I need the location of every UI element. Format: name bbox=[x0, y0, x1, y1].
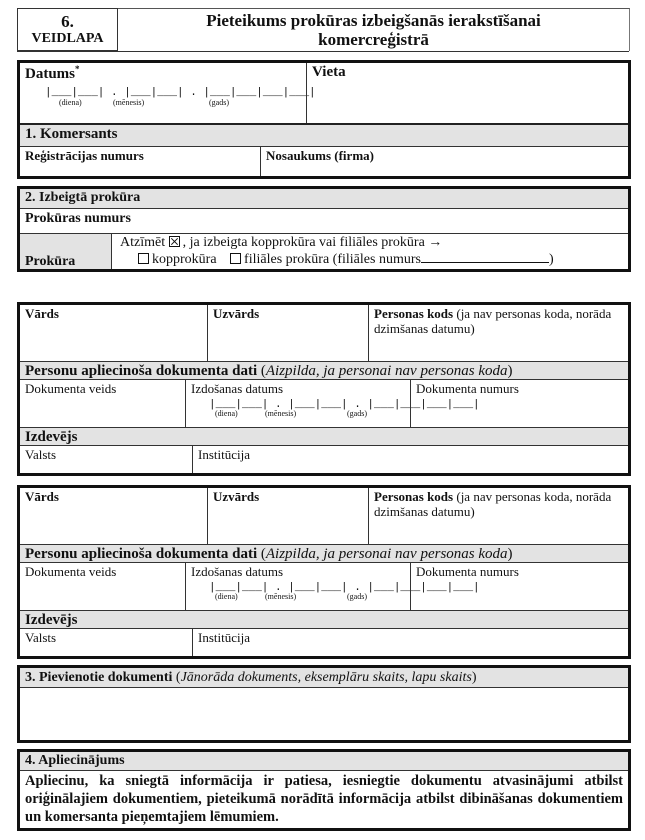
instruction-prefix: Atzīmēt bbox=[120, 235, 166, 250]
year-label: (gads) bbox=[347, 592, 367, 601]
date-day-label: (diena) bbox=[59, 98, 82, 107]
form-label: VEIDLAPA bbox=[31, 31, 104, 46]
first-name-label: Vārds bbox=[25, 489, 59, 504]
procura-label-cell bbox=[20, 234, 111, 269]
id-document-title: Personu apliecinoša dokumenta dati bbox=[25, 546, 258, 562]
last-name-field[interactable] bbox=[207, 488, 368, 544]
required-asterisk: * bbox=[75, 64, 80, 74]
issuer-title: Izdevējs bbox=[25, 429, 78, 445]
issuer-title: Izdevējs bbox=[25, 612, 78, 628]
attached-documents-field[interactable] bbox=[20, 687, 628, 740]
person-box-2 bbox=[17, 485, 631, 659]
issuer-header bbox=[20, 610, 628, 628]
form-number: 6. bbox=[61, 12, 74, 31]
company-name-field[interactable] bbox=[260, 147, 628, 176]
document-type-label: Dokumenta veids bbox=[25, 564, 117, 579]
date-field[interactable] bbox=[20, 63, 316, 123]
last-name-field[interactable] bbox=[207, 305, 368, 361]
id-document-note: Aizpilda, ja personai nav personas koda bbox=[265, 363, 508, 379]
procura-label: Prokūra bbox=[25, 254, 76, 269]
section-3-note: Jānorāda dokuments, eksemplāru skaits, lapu skaits bbox=[180, 670, 472, 685]
id-document-note: Aizpilda, ja personai nav personas koda bbox=[265, 546, 508, 562]
issue-date-pattern: |___|___| . |___|___| . |___|___|___|___| bbox=[209, 399, 480, 411]
day-label: (diena) bbox=[215, 409, 238, 418]
place-field[interactable] bbox=[306, 63, 628, 123]
country-field[interactable] bbox=[20, 629, 192, 656]
date-pattern: |___|___| . |___|___| . |___|___|___|___| bbox=[45, 87, 316, 99]
title-line-2: komercreģistrā bbox=[318, 30, 429, 49]
document-type-field[interactable] bbox=[20, 380, 185, 427]
month-label: (mēnesis) bbox=[265, 592, 297, 601]
branch-procura-option[interactable] bbox=[230, 252, 554, 267]
personal-code-field[interactable] bbox=[368, 488, 628, 544]
branch-procura-label: filiāles prokūra (filiāles numurs bbox=[244, 252, 421, 267]
last-name-label: Uzvārds bbox=[213, 306, 260, 321]
personal-code-label: Personas kods bbox=[374, 489, 454, 504]
first-name-label: Vārds bbox=[25, 306, 59, 321]
id-document-title: Personu apliecinoša dokumenta dati bbox=[25, 363, 258, 379]
id-document-header: Personu apliecinoša dokumenta dati (Aizpilda, ja personai nav personas koda) bbox=[20, 544, 628, 562]
issue-date-label: Izdošanas datums bbox=[191, 564, 284, 579]
checked-box-icon bbox=[169, 236, 180, 247]
year-label: (gads) bbox=[347, 409, 367, 418]
header-divider bbox=[17, 51, 629, 52]
day-label: (diena) bbox=[215, 592, 238, 601]
issuer-header bbox=[20, 427, 628, 445]
closing-paren: ) bbox=[548, 252, 554, 267]
country-label: Valsts bbox=[25, 447, 57, 462]
registration-number-field[interactable] bbox=[20, 147, 260, 176]
institution-field[interactable] bbox=[192, 446, 628, 473]
country-label: Valsts bbox=[25, 630, 57, 645]
issue-date-pattern: |___|___| . |___|___| . |___|___|___|___| bbox=[209, 582, 480, 594]
joint-procura-label: kopprokūra bbox=[152, 252, 217, 267]
section-3-header: 3. Pievienotie dokumenti (Jānorāda dokuments, eksemplāru skaits, lapu skaits) bbox=[20, 668, 628, 687]
first-name-field[interactable] bbox=[20, 488, 207, 544]
first-name-field[interactable] bbox=[20, 305, 207, 361]
section-4-title: 4. Apliecinājums bbox=[25, 753, 125, 768]
instruction-suffix: , ja izbeigta kopprokūra vai filiāles prokūra → bbox=[182, 235, 443, 250]
date-year-label: (gads) bbox=[209, 98, 229, 107]
document-number-field[interactable] bbox=[410, 563, 628, 610]
section-3-box bbox=[17, 665, 631, 743]
registration-number-label: Reģistrācijas numurs bbox=[25, 148, 144, 163]
section-2-box bbox=[17, 186, 631, 272]
last-name-label: Uzvārds bbox=[213, 489, 260, 504]
section-1-title: 1. Komersants bbox=[25, 126, 118, 142]
date-label: Datums bbox=[25, 66, 76, 82]
page-title bbox=[118, 8, 630, 51]
title-line-1: Pieteikums prokūras izbeigšanās ierakstīšanai bbox=[206, 11, 541, 30]
branch-number-input[interactable] bbox=[421, 251, 549, 263]
date-company-box bbox=[17, 60, 631, 179]
personal-code-label: Personas kods bbox=[374, 306, 454, 321]
document-number-field[interactable] bbox=[410, 380, 628, 427]
section-2-title: 2. Izbeigtā prokūra bbox=[25, 190, 141, 205]
id-document-header: Personu apliecinoša dokumenta dati (Aizpilda, ja personai nav personas koda) bbox=[20, 361, 628, 379]
section-2-header bbox=[20, 189, 628, 208]
branch-procura-checkbox[interactable] bbox=[230, 253, 241, 264]
document-number-label: Dokumenta numurs bbox=[416, 564, 519, 579]
country-field[interactable] bbox=[20, 446, 192, 473]
personal-code-note: (ja nav personas koda, norāda dzimšanas datumu) bbox=[374, 306, 612, 336]
person-box-1 bbox=[17, 302, 631, 476]
section-1-header bbox=[20, 123, 628, 146]
personal-code-field[interactable] bbox=[368, 305, 628, 361]
document-number-label: Dokumenta numurs bbox=[416, 381, 519, 396]
section-4-header bbox=[20, 752, 628, 770]
document-type-label: Dokumenta veids bbox=[25, 381, 117, 396]
date-month-label: (mēnesis) bbox=[113, 98, 145, 107]
personal-code-note: (ja nav personas koda, norāda dzimšanas datumu) bbox=[374, 489, 612, 519]
document-type-field[interactable] bbox=[20, 563, 185, 610]
issue-date-label: Izdošanas datums bbox=[191, 381, 284, 396]
joint-procura-checkbox[interactable] bbox=[138, 253, 149, 264]
month-label: (mēnesis) bbox=[265, 409, 297, 418]
place-label: Vieta bbox=[312, 64, 346, 80]
company-name-label: Nosaukums (firma) bbox=[266, 148, 374, 163]
declaration-text: Apliecinu, ka sniegtā informācija ir patiesa, iesniegtie dokumentu atvasinājumi atbilst oriģinālajiem dokumentiem, pieteikumā norādītā informācija atbilst dibināšanas dokumentiem un komersanta pieņemtajiem lēmumiem. bbox=[20, 770, 628, 828]
form-number-box bbox=[17, 8, 118, 51]
section-3-title: 3. Pievienotie dokumenti bbox=[25, 670, 173, 685]
section-4-box bbox=[17, 749, 631, 831]
institution-label: Institūcija bbox=[198, 447, 250, 462]
institution-label: Institūcija bbox=[198, 630, 250, 645]
procura-number-field[interactable] bbox=[20, 208, 628, 233]
procura-number-label: Prokūras numurs bbox=[25, 211, 131, 226]
institution-field[interactable] bbox=[192, 629, 628, 656]
joint-procura-option[interactable] bbox=[138, 252, 217, 267]
